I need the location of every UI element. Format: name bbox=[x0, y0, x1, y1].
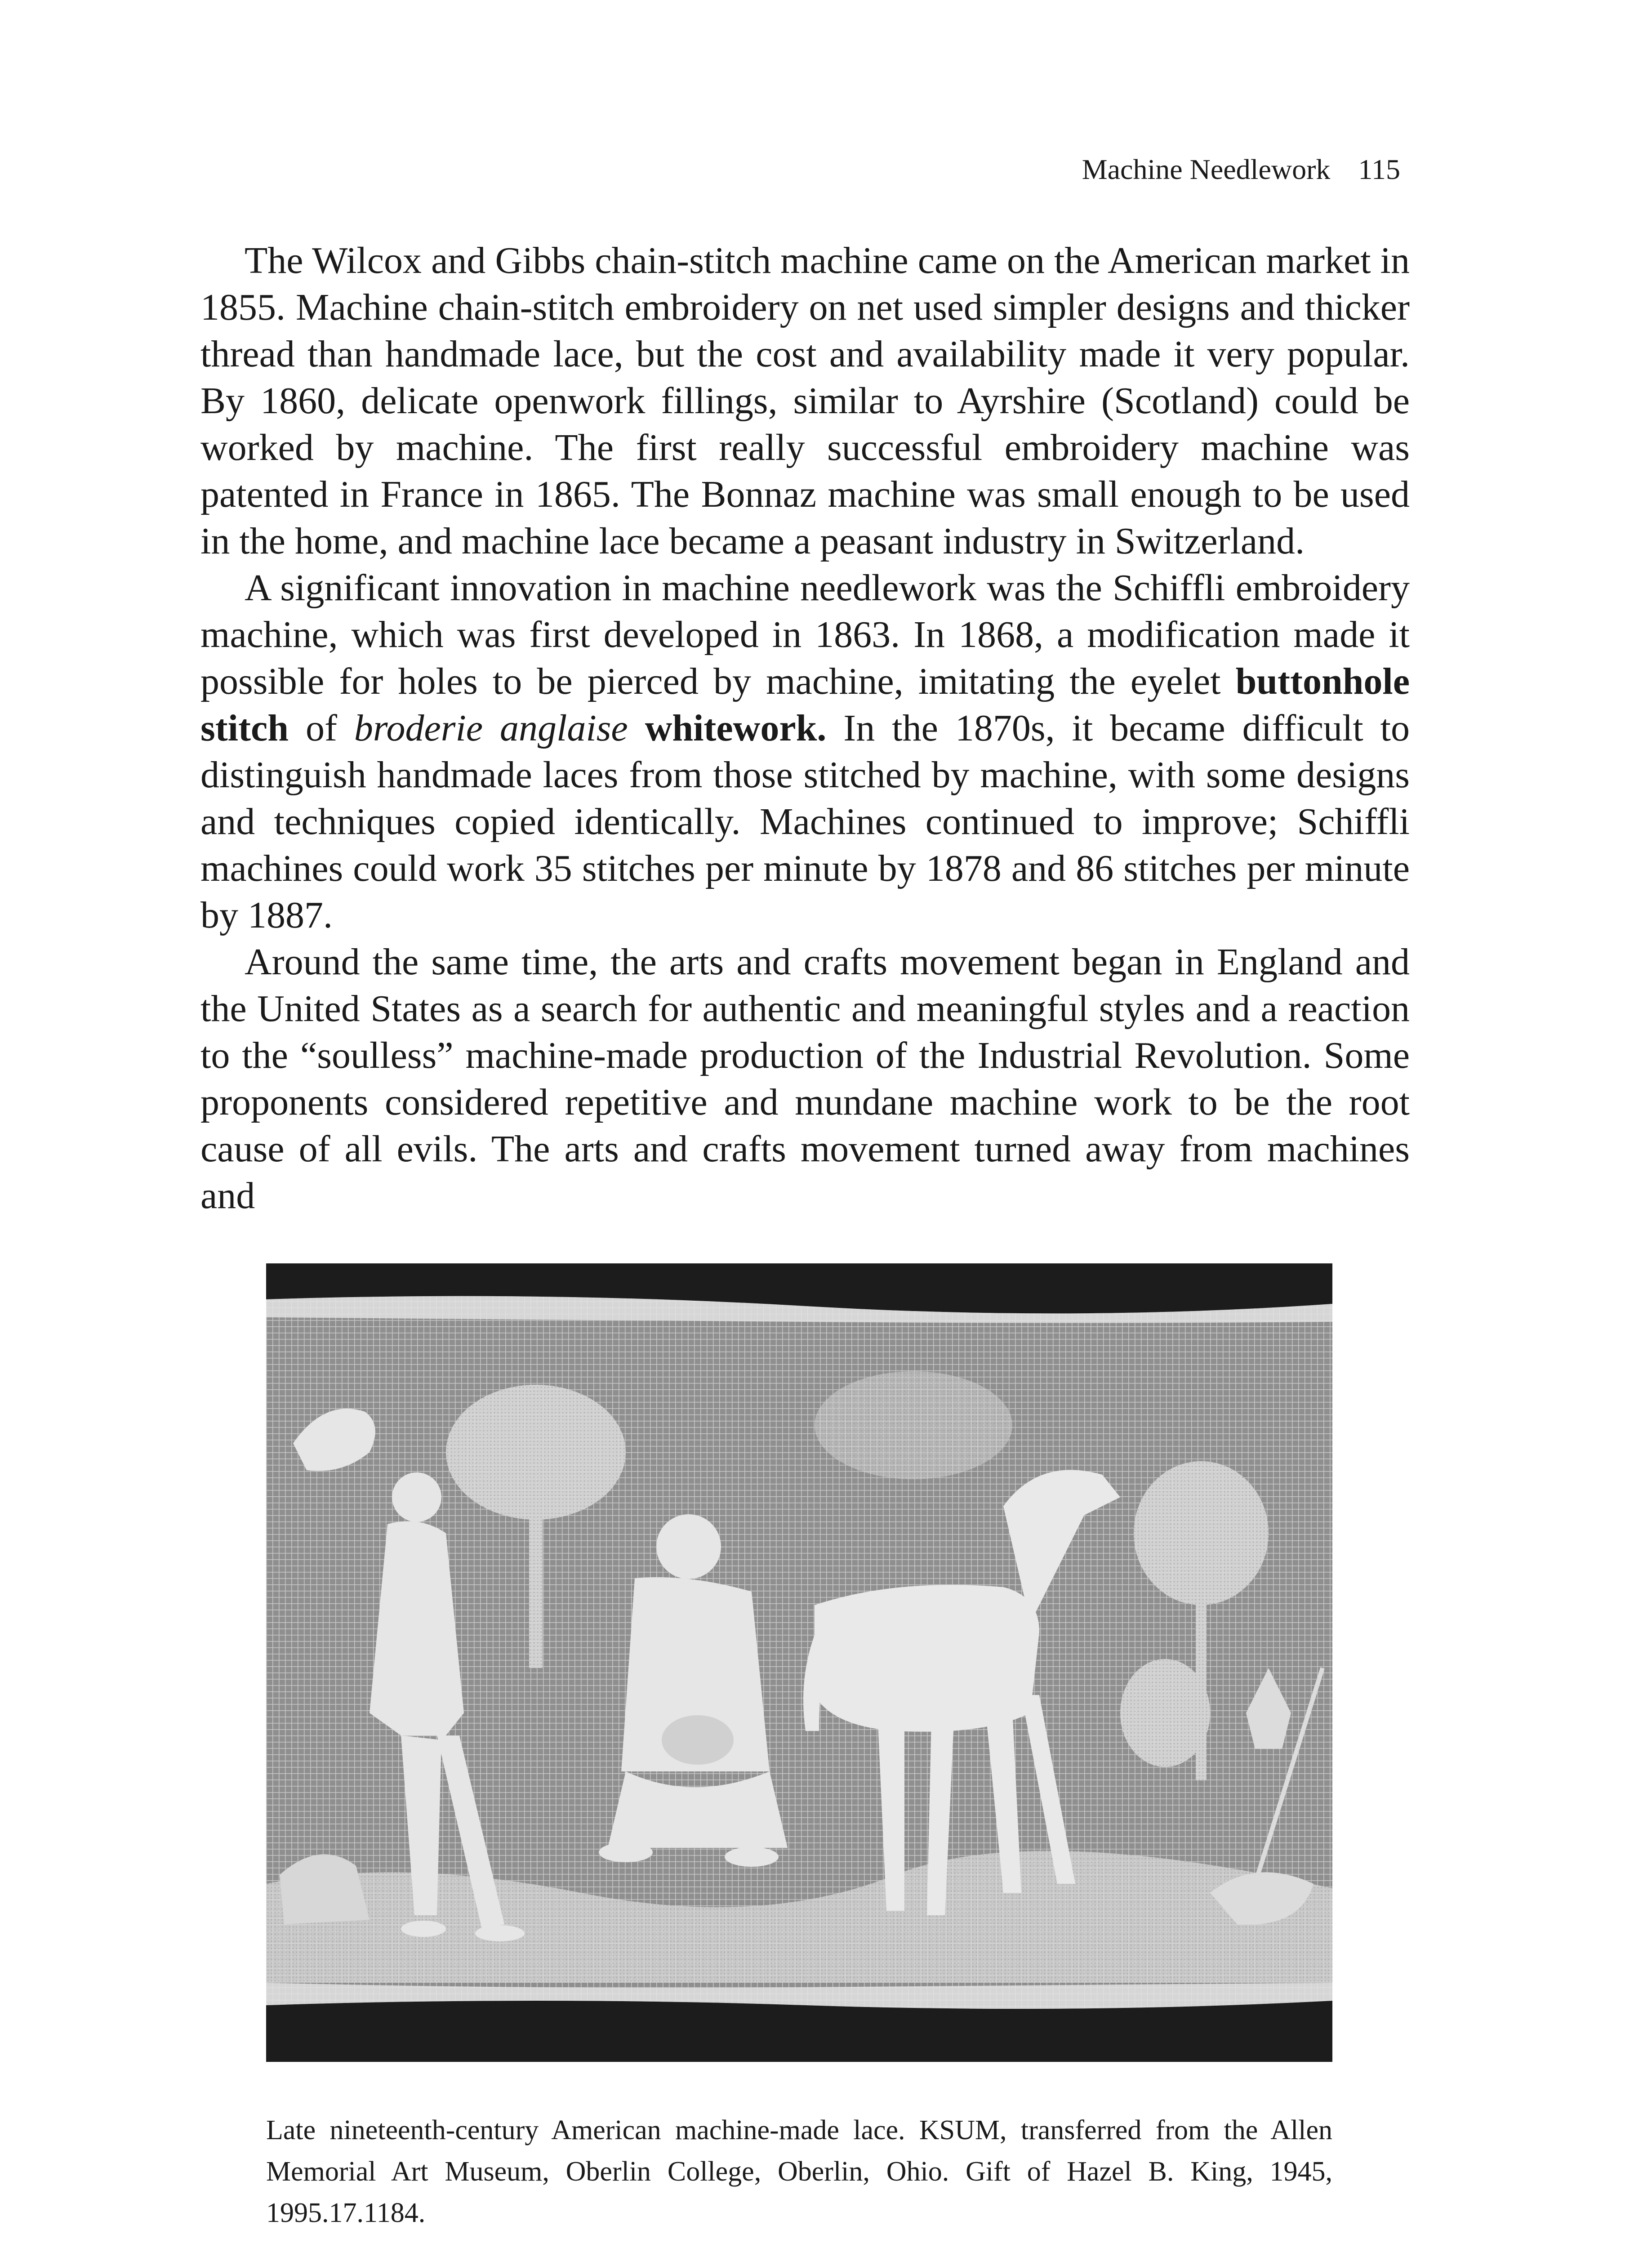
paragraph-3: Around the same time, the arts and crafts movement began in England and the United States as a search for authentic and meaningful styles and a reaction to the “soulless” machine-made production of the Industrial Revolution. Some proponents considered repetitive and mundane machine work to be the root cause of all evils. The arts and crafts movement turned away from machines and bbox=[200, 941, 1410, 1217]
paragraph-2-text-c bbox=[628, 707, 645, 749]
foreign-term-broderie-anglaise: broderie anglaise bbox=[354, 707, 628, 749]
page-number: 115 bbox=[1358, 153, 1400, 185]
paragraph-2-text-a: A significant innovation in machine needlework was the Schiffli embroidery machine, which was first developed in 1863. In 1868, a modification made it possible for holes to be pierced by machine, imitating the eyelet bbox=[200, 567, 1410, 702]
lace-illustration bbox=[266, 1263, 1332, 2062]
glossary-term-whitework: whitework. bbox=[645, 707, 827, 749]
paragraph-2-text-b: of bbox=[288, 707, 354, 749]
running-title: Machine Needlework bbox=[1082, 153, 1331, 185]
figure-caption: Late nineteenth-century American machine-made lace. KSUM, transferred from the Allen Memorial Art Museum, Oberlin College, Oberlin, Ohio. Gift of Hazel B. King, 1945, 1995.17.1184. bbox=[266, 2115, 1332, 2228]
lace-photograph bbox=[266, 1263, 1332, 2062]
body-text bbox=[200, 237, 1410, 1219]
glossary-term-buttonhole-stitch: buttonhole stitch bbox=[200, 660, 1410, 749]
paragraph-2-text-d: In the 1870s, it became difficult to distinguish handmade laces from those stitched by machine, with some designs and techniques copied identically. Machines continued to improve; Schiffli machines could work 35 stitches per minute by 1878 and 86 stitches per minute by 1887. bbox=[200, 707, 1410, 936]
running-header bbox=[1082, 155, 1400, 184]
paragraph-2 bbox=[200, 565, 1410, 939]
paragraph-1: The Wilcox and Gibbs chain-stitch machine came on the American market in 1855. Machine chain-stitch embroidery on net used simpler designs and thicker thread than handmade lace, but the cost and availability made it very popular. By 1860, delicate openwork fillings, similar to Ayrshire (Scotland) could be worked by machine. The first really successful embroidery machine was patented in France in 1865. The Bonnaz machine was small enough to be used in the home, and machine lace became a peasant industry in Switzerland. bbox=[200, 240, 1410, 562]
